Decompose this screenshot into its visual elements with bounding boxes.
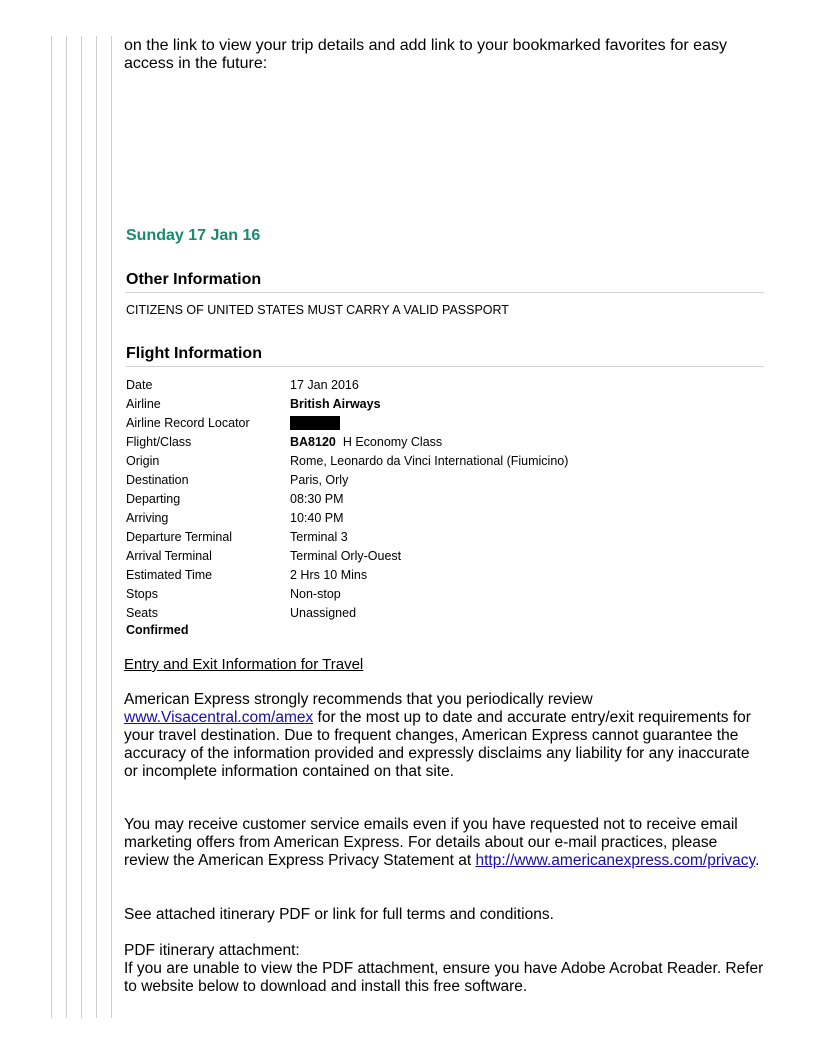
destination-value: Paris, Orly [290, 472, 349, 487]
quote-bar [66, 36, 67, 1018]
departing-label: Departing [126, 491, 181, 506]
flight-details-table [126, 375, 726, 622]
table-row [126, 394, 726, 413]
privacy-text-start: You may receive customer service emails even if you have requested not to receive email marketing offers from American Express. For details about our e-mail practices, please review the American Express Privacy Statement at [124, 816, 738, 869]
table-row [126, 546, 726, 565]
departure-terminal-label: Departure Terminal [126, 529, 233, 544]
trip-date-heading: Sunday 17 Jan 16 [126, 227, 261, 244]
table-row [126, 489, 726, 508]
table-row [126, 470, 726, 489]
seats-label: Seats [126, 605, 158, 620]
terms-paragraph: See attached itinerary PDF or link for full terms and conditions. [124, 906, 554, 923]
entry-exit-text-start: American Express strongly recommends that you periodically review [124, 691, 593, 708]
privacy-text-end: . [755, 852, 760, 869]
privacy-link[interactable]: http://www.americanexpress.com/privacy [475, 852, 756, 869]
table-row [126, 565, 726, 584]
pdf-attachment-text: If you are unable to view the PDF attachment, ensure you have Adobe Acrobat Reader. Refer to website below to download and install this free software. [124, 960, 764, 995]
entry-exit-paragraph [124, 691, 764, 781]
origin-label: Origin [126, 453, 160, 468]
privacy-paragraph [124, 816, 764, 870]
table-row [126, 432, 726, 451]
arrival-terminal-label: Arrival Terminal [126, 548, 212, 563]
airline-value: British Airways [290, 396, 381, 411]
arriving-label: Arriving [126, 510, 169, 525]
record-locator-label: Airline Record Locator [126, 415, 250, 430]
record-locator-value [290, 413, 726, 432]
table-row [126, 527, 726, 546]
table-row [126, 584, 726, 603]
entry-exit-text-end: for the most up to date and accurate entry/exit requirements for your travel destination. Due to frequent changes, American Express cannot guarantee the accuracy of the information provided and expressly disclaims any liability for any inaccurate or incomplete information contained on that site. [124, 709, 751, 780]
cabin-class: H Economy Class [342, 434, 443, 449]
stops-value: Non-stop [290, 586, 341, 601]
table-row [126, 451, 726, 470]
passport-notice: CITIZENS OF UNITED STATES MUST CARRY A VALID PASSPORT [126, 303, 509, 317]
table-row [126, 375, 726, 394]
destination-label: Destination [126, 472, 189, 487]
quote-bar [51, 36, 52, 1018]
booking-status: Confirmed [126, 623, 189, 637]
estimated-time-label: Estimated Time [126, 567, 213, 582]
airline-label: Airline [126, 396, 161, 411]
intro-text: on the link to view your trip details and add link to your bookmarked favorites for easy access in the future: [124, 37, 727, 72]
seats-value: Unassigned [290, 605, 357, 620]
quote-bar [81, 36, 82, 1018]
date-value: 17 Jan 2016 [290, 377, 359, 392]
estimated-time-value: 2 Hrs 10 Mins [290, 567, 368, 582]
flight-class-label: Flight/Class [126, 434, 192, 449]
date-label: Date [126, 377, 153, 392]
flight-information-title: Flight Information [126, 345, 764, 367]
arrival-terminal-value: Terminal Orly-Ouest [290, 548, 402, 563]
flight-number: BA8120 [290, 434, 336, 449]
quote-bar [111, 36, 112, 1018]
quote-bar [96, 36, 97, 1018]
redacted-block [290, 416, 340, 430]
departure-terminal-value: Terminal 3 [290, 529, 348, 544]
flight-class-value [290, 432, 726, 451]
stops-label: Stops [126, 586, 158, 601]
arriving-value: 10:40 PM [290, 510, 344, 525]
pdf-attachment-title: PDF itinerary attachment: [124, 942, 300, 959]
entry-exit-heading: Entry and Exit Information for Travel [124, 656, 364, 673]
visacentral-link[interactable]: www.Visacentral.com/amex [124, 709, 314, 726]
origin-value: Rome, Leonardo da Vinci International (Fiumicino) [290, 453, 569, 468]
email-body [124, 37, 764, 995]
table-row [126, 508, 726, 527]
table-row [126, 603, 726, 622]
departing-value: 08:30 PM [290, 491, 344, 506]
table-row [126, 413, 726, 432]
other-information-title: Other Information [126, 271, 764, 293]
